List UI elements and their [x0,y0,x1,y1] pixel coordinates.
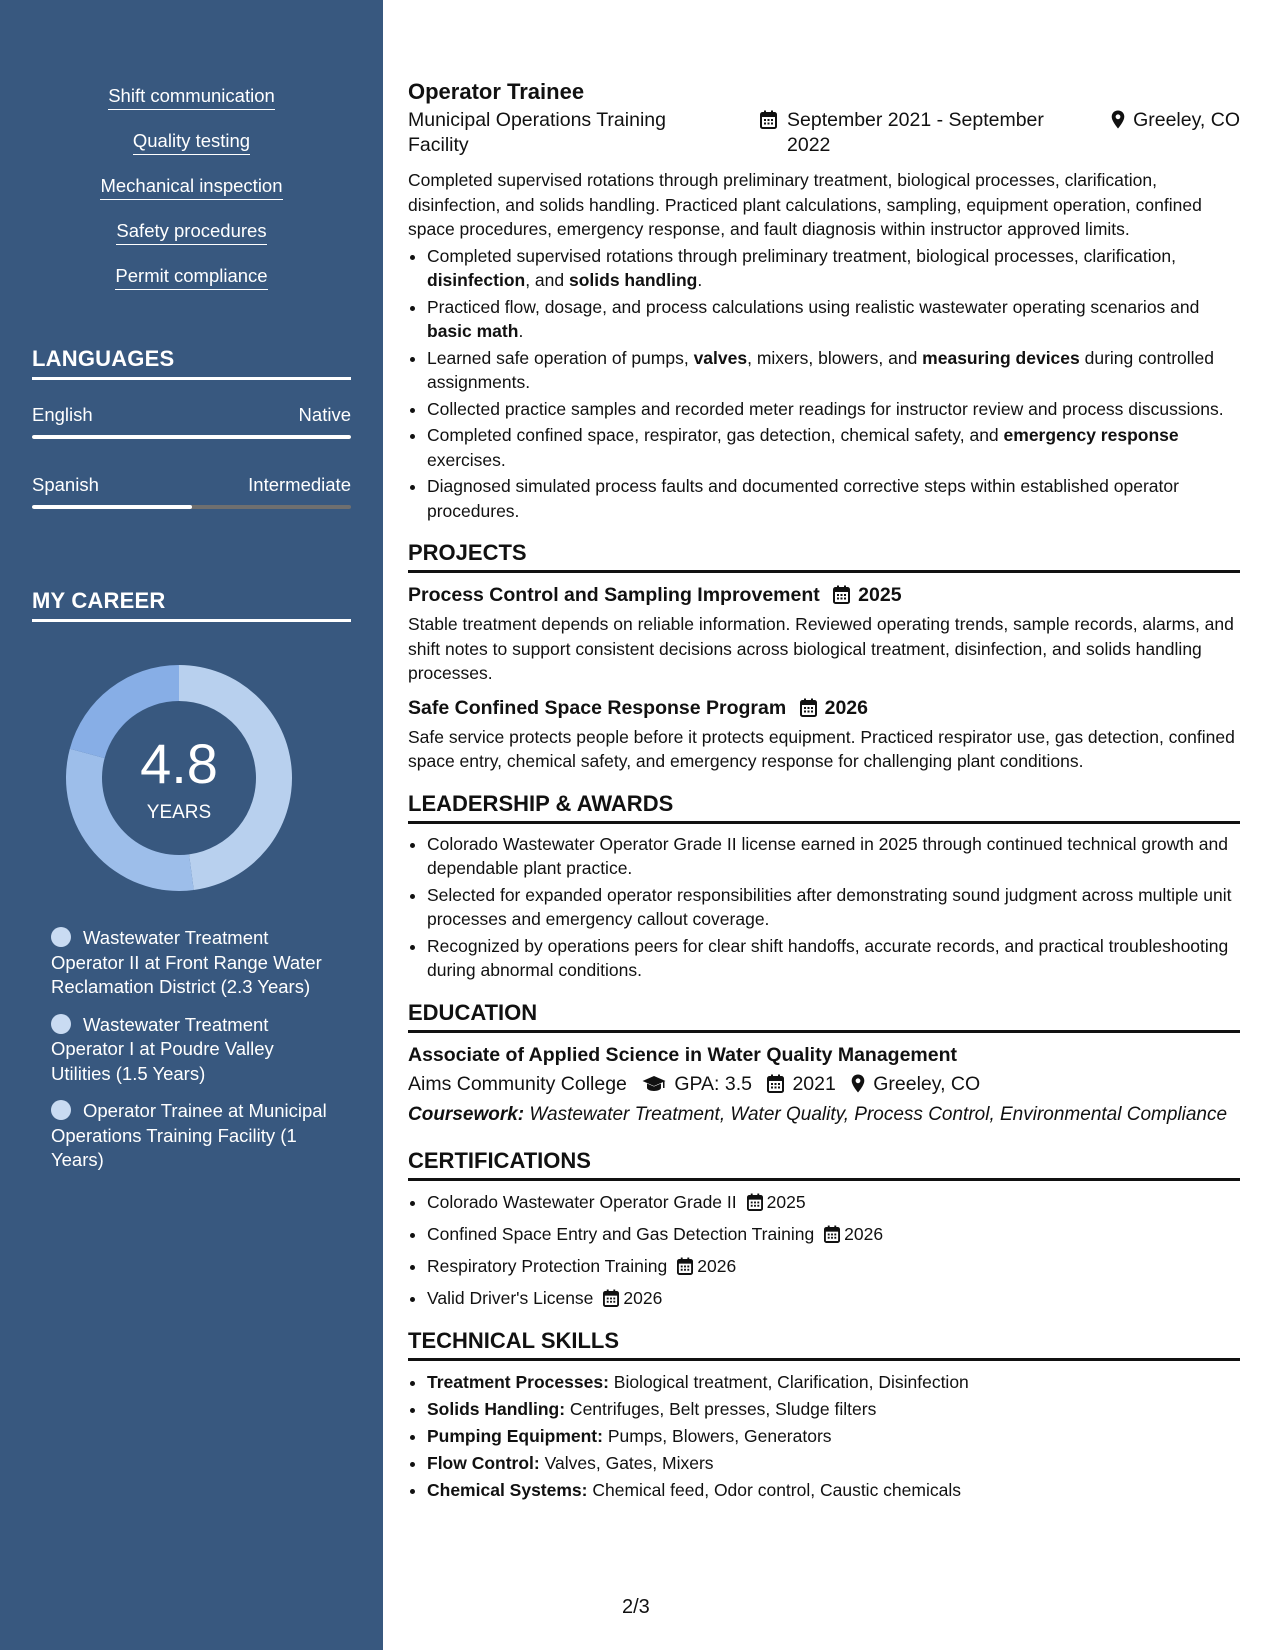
calendar-icon [677,1256,693,1283]
project-description: Safe service protects people before it protects equipment. Practiced respirator use, gas detection, confined space entry, chemical safety, and emergency response for challenging plant conditions. [408,726,1235,771]
project-year: 2025 [858,584,902,606]
map-pin-icon [1111,110,1125,136]
job-bullet [427,397,1240,422]
career-item [51,926,336,1000]
leadership-item: • Recognized by operations peers for clear shift handoffs, accurate records, and practical troubleshooting during abnormal conditions. [427,934,1240,983]
bullet-text: Completed confined space, respirator, gas detection, chemical safety, and [427,425,1004,445]
technical-skills-heading: TECHNICAL SKILLS [408,1327,1240,1361]
certification-item [427,1221,1240,1251]
career-dot-icon [51,1014,71,1034]
bullet-text: Learned safe operation of pumps, [427,347,694,368]
skill-item: Safety procedures [116,219,266,245]
career-donut-chart [66,665,292,891]
technical-skill-item [427,1396,1240,1423]
technical-skill-value: Valves, Gates, Mixers [539,1453,714,1473]
certification-year: 2026 [697,1256,737,1276]
bullet-text: Collected practice samples and recorded meter readings for instructor review and process discussions. [427,398,1224,419]
career-unit: YEARS [146,802,212,823]
technical-skill-item [427,1477,1240,1504]
education-year: 2021 [792,1072,836,1095]
bullet-emphasis: basic math [427,321,519,341]
calendar-icon [767,1073,784,1101]
education-school: Aims Community College [408,1072,627,1095]
technical-skill-item [427,1423,1240,1450]
job-bullet [427,474,1240,523]
page-number: 2/3 [622,1596,650,1618]
technical-skill-item [427,1369,1240,1396]
certifications-heading: CERTIFICATIONS [408,1147,1240,1181]
certification-year: 2026 [623,1288,663,1308]
bullet-emphasis: emergency response [1003,425,1179,445]
calendar-icon [800,698,817,724]
job-summary: Completed supervised rotations through preliminary treatment, biological processes, clarification, disinfection, and solids handling. Practiced plant calculations, sampling, equipment operation, confined space procedures, emergency response, and fault diagnosis within instructor approved limits. [408,170,1202,239]
career-item-text: Operator Trainee at Municipal Operations Training Facility (1 Years) [51,1100,327,1170]
bullet-emphasis: disinfection [427,270,526,290]
language-english [32,404,351,439]
project-name: Process Control and Sampling Improvement [408,584,820,606]
job-title: Operator Trainee [408,79,585,104]
career-total: 4.8 [140,732,218,795]
skill-item: Quality testing [133,129,250,155]
coursework-label: Coursework: [408,1103,525,1125]
bullet-text: . [518,321,524,341]
certification-name: Confined Space Entry and Gas Detection Training [427,1224,815,1244]
technical-skill-value: Chemical feed, Odor control, Caustic chemicals [587,1480,961,1500]
calendar-icon [760,110,777,136]
job-bullet [427,346,1240,395]
job-dates [760,108,1060,157]
leadership-item: • Colorado Wastewater Operator Grade II license earned in 2025 through continued technical growth and dependable plant practice. [427,832,1240,881]
project-description: Stable treatment depends on reliable information. Reviewed operating trends, sample records, alarms, and shift notes to support consistent decisions across biological treatment, disinfection, and solids handling processes. [408,614,1234,683]
bullet-text: , mixers, blowers, and [747,347,923,368]
bullet-text: during controlled assignments. [427,347,1214,392]
skill-item: Shift communication [108,84,275,110]
career-item-text: Wastewater Treatment Operator I at Poudre Valley Utilities (1.5 Years) [51,1013,274,1084]
language-name: English [32,404,93,425]
certifications-list [408,1189,1240,1315]
coursework-text: Wastewater Treatment, Water Quality, Process Control, Environmental Compliance [524,1103,1228,1125]
career-item [51,1013,336,1087]
language-proficiency-bar [32,505,351,509]
bullet-emphasis: valves [693,347,748,368]
project-name: Safe Confined Space Response Program [408,696,787,719]
job-bullet [427,423,1240,472]
bullet-text: Practiced flow, dosage, and process calculations using realistic wastewater operating scenarios and [427,296,1200,317]
education-coursework [408,1103,1240,1128]
certification-item [427,1285,1240,1315]
education-location: Greeley, CO [873,1072,981,1095]
certification-year: 2026 [844,1224,884,1244]
job-company: Municipal Operations Training Facility [408,109,666,156]
certification-name: Colorado Wastewater Operator Grade II [427,1192,737,1212]
graduation-cap-icon [642,1073,666,1101]
leadership-list [408,832,1240,983]
career-dot-icon [51,1100,71,1120]
technical-skill-value: Centrifuges, Belt presses, Sludge filters [565,1399,877,1419]
language-level: Intermediate [248,474,351,495]
skills-list [0,84,383,309]
education-meta [408,1070,1240,1101]
bullet-text: Diagnosed simulated process faults and documented corrective steps within established operator procedures. [427,476,1179,521]
certification-item [427,1253,1240,1283]
job-location [1111,108,1240,136]
technical-skill-label: Solids Handling: [427,1399,566,1419]
career-item-text: Wastewater Treatment Operator II at Front Range Water Reclamation District (2.3 Years) [51,927,322,997]
main-content [408,78,1240,1504]
technical-skills-list [408,1369,1240,1504]
calendar-icon [824,1224,840,1251]
career-list [51,926,336,1186]
skill-item: Permit compliance [115,264,267,290]
technical-skill-value: Biological treatment, Clarification, Disinfection [608,1372,969,1392]
calendar-icon [603,1288,619,1315]
leadership-item: • Selected for expanded operator responsibilities after demonstrating sound judgment across multiple unit processes and emergency callout coverage. [427,883,1240,932]
job-meta [408,108,1240,164]
projects-heading: PROJECTS [408,539,1240,573]
education-heading: EDUCATION [408,999,1240,1033]
career-item [51,1099,336,1173]
leadership-heading: LEADERSHIP & AWARDS [408,790,1240,824]
language-proficiency-bar [32,435,351,439]
bullet-text: Completed supervised rotations through preliminary treatment, biological processes, clarification, [427,245,1176,266]
language-name: Spanish [32,474,99,495]
bullet-text: , and [525,270,569,290]
language-proficiency-fill [32,505,192,509]
technical-skill-item [427,1450,1240,1477]
calendar-icon [747,1192,763,1219]
technical-skill-label: Chemical Systems: [427,1480,588,1500]
project-title [408,695,1240,724]
technical-skill-label: Pumping Equipment: [427,1426,603,1446]
map-pin-icon [851,1073,865,1101]
job-bullets [408,244,1240,524]
technical-skill-label: Treatment Processes: [427,1372,609,1392]
career-dot-icon [51,927,71,947]
project-title [408,582,1240,611]
certification-name: Valid Driver's License [427,1288,594,1308]
job-bullet [427,295,1240,344]
technical-skill-value: Pumps, Blowers, Generators [602,1426,832,1446]
certification-name: Respiratory Protection Training [427,1256,668,1276]
sidebar [0,0,383,1650]
language-spanish [32,474,351,509]
languages-heading: LANGUAGES [32,346,351,380]
language-proficiency-fill [32,435,351,439]
bullet-emphasis: solids handling [569,270,698,290]
education-degree: Associate of Applied Science in Water Quality Management [408,1043,958,1066]
career-heading: MY CAREER [32,588,351,622]
project-year: 2026 [824,696,868,719]
language-level: Native [298,404,351,425]
job-bullet [427,244,1240,293]
certification-item [427,1189,1240,1219]
education-gpa: GPA: 3.5 [674,1072,753,1095]
job-dates-text: September 2021 - September 2022 [787,109,1044,156]
technical-skill-label: Flow Control: [427,1453,540,1473]
bullet-text: . [697,270,703,290]
skill-item: Mechanical inspection [100,174,282,200]
certification-year: 2025 [766,1192,806,1212]
job-location-text: Greeley, CO [1133,109,1240,131]
calendar-icon [833,585,850,611]
bullet-text: exercises. [427,449,506,470]
bullet-emphasis: measuring devices [922,347,1080,368]
